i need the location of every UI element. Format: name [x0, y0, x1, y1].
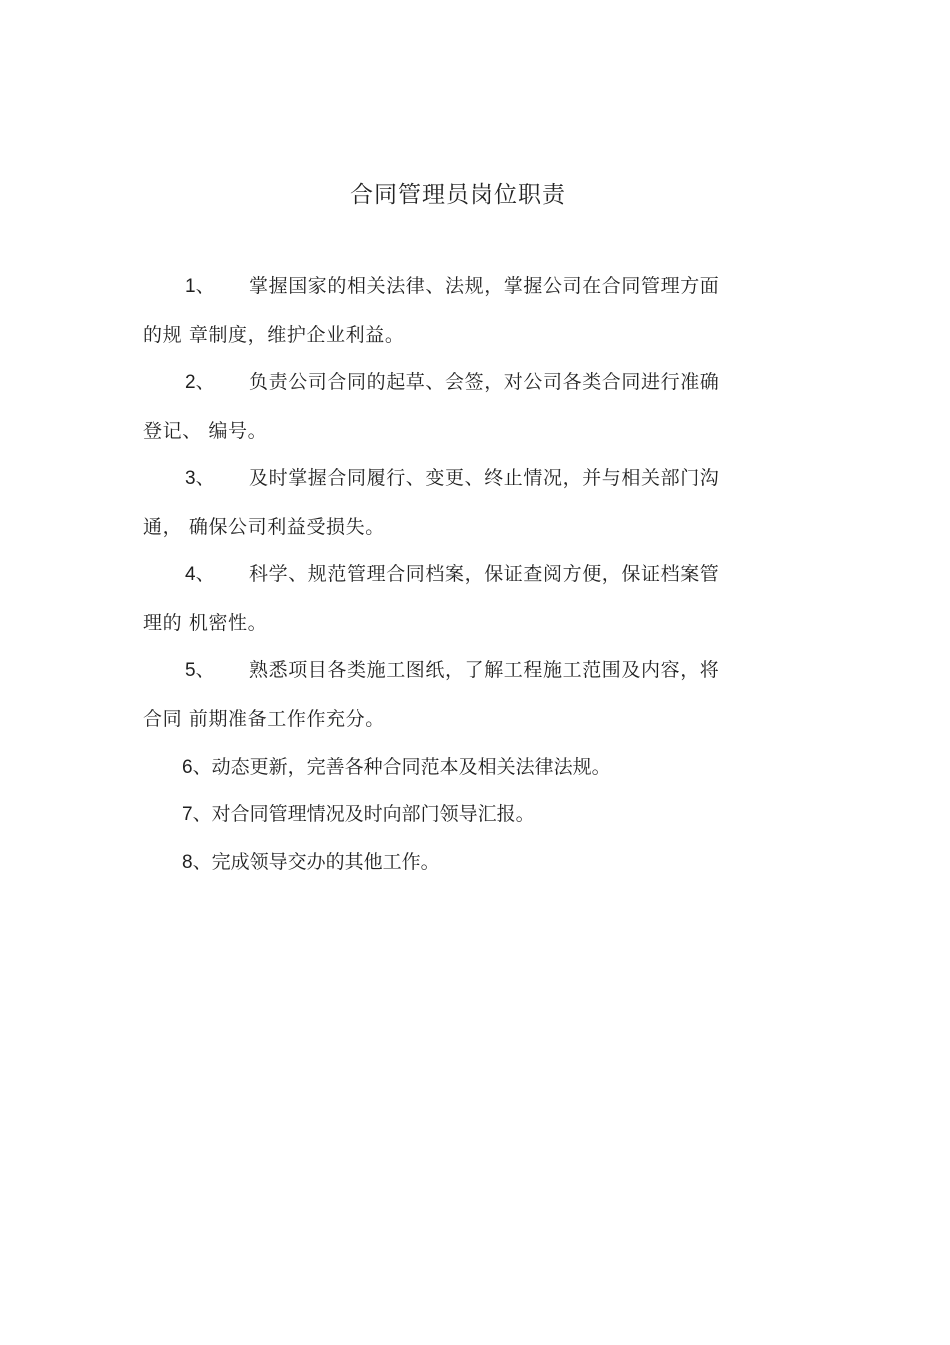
duty-item-number: 3、: [185, 468, 215, 489]
duty-item-6: [182, 752, 611, 783]
duty-item-1-line-1: [143, 262, 753, 311]
duty-item-text: 负责公司合同的起草、会签，对公司各类合同进行准确: [249, 371, 720, 393]
duty-item-number: 6: [182, 757, 193, 778]
duty-item-5-line-2: 合同 前期准备工作作充分。: [143, 708, 385, 730]
duty-item-2-line-2: 登记、 编号。: [143, 420, 268, 442]
duty-item-number: 1、: [185, 276, 215, 297]
duty-item-8: [182, 847, 440, 878]
duty-item-text: 掌握国家的相关法律、法规，掌握公司在合同管理方面: [249, 275, 720, 297]
duty-item-number: 4、: [185, 564, 215, 585]
duty-item-1: [143, 262, 753, 359]
duty-item-2: [143, 358, 753, 455]
duty-item-number: 2、: [185, 372, 215, 393]
duty-item-5: [143, 646, 753, 743]
duty-item-2-line-1: [143, 358, 753, 407]
duty-item-text: 熟悉项目各类施工图纸，了解工程施工范围及内容，将: [249, 659, 720, 681]
duty-item-4-line-2: 理的 机密性。: [143, 612, 268, 634]
duty-item-text: 及时掌握合同履行、变更、终止情况，并与相关部门沟: [249, 467, 720, 489]
duty-item-5-line-1: [143, 646, 753, 695]
duty-item-text: 、对合同管理情况及时向部门领导汇报。: [192, 803, 535, 825]
duty-item-number: 5、: [185, 660, 215, 681]
duty-item-number: 7: [182, 804, 193, 825]
duty-item-4: [143, 550, 753, 647]
duty-item-1-line-2: 的规 章制度，维护企业利益。: [143, 324, 405, 346]
duty-item-3: [143, 454, 753, 551]
duty-item-number: 8: [182, 852, 193, 873]
duty-item-3-line-2: 通， 确保公司利益受损失。: [143, 516, 385, 538]
duty-item-4-line-1: [143, 550, 753, 599]
duty-item-text: 、完成领导交办的其他工作。: [192, 851, 440, 873]
duty-item-text: 科学、规范管理合同档案，保证查阅方便，保证档案管: [249, 563, 720, 585]
document-title: 合同管理员岗位职责: [350, 182, 566, 208]
duty-item-7: [182, 799, 535, 830]
duty-item-text: 、动态更新，完善各种合同范本及相关法律法规。: [192, 756, 611, 778]
duty-item-3-line-1: [143, 454, 753, 503]
